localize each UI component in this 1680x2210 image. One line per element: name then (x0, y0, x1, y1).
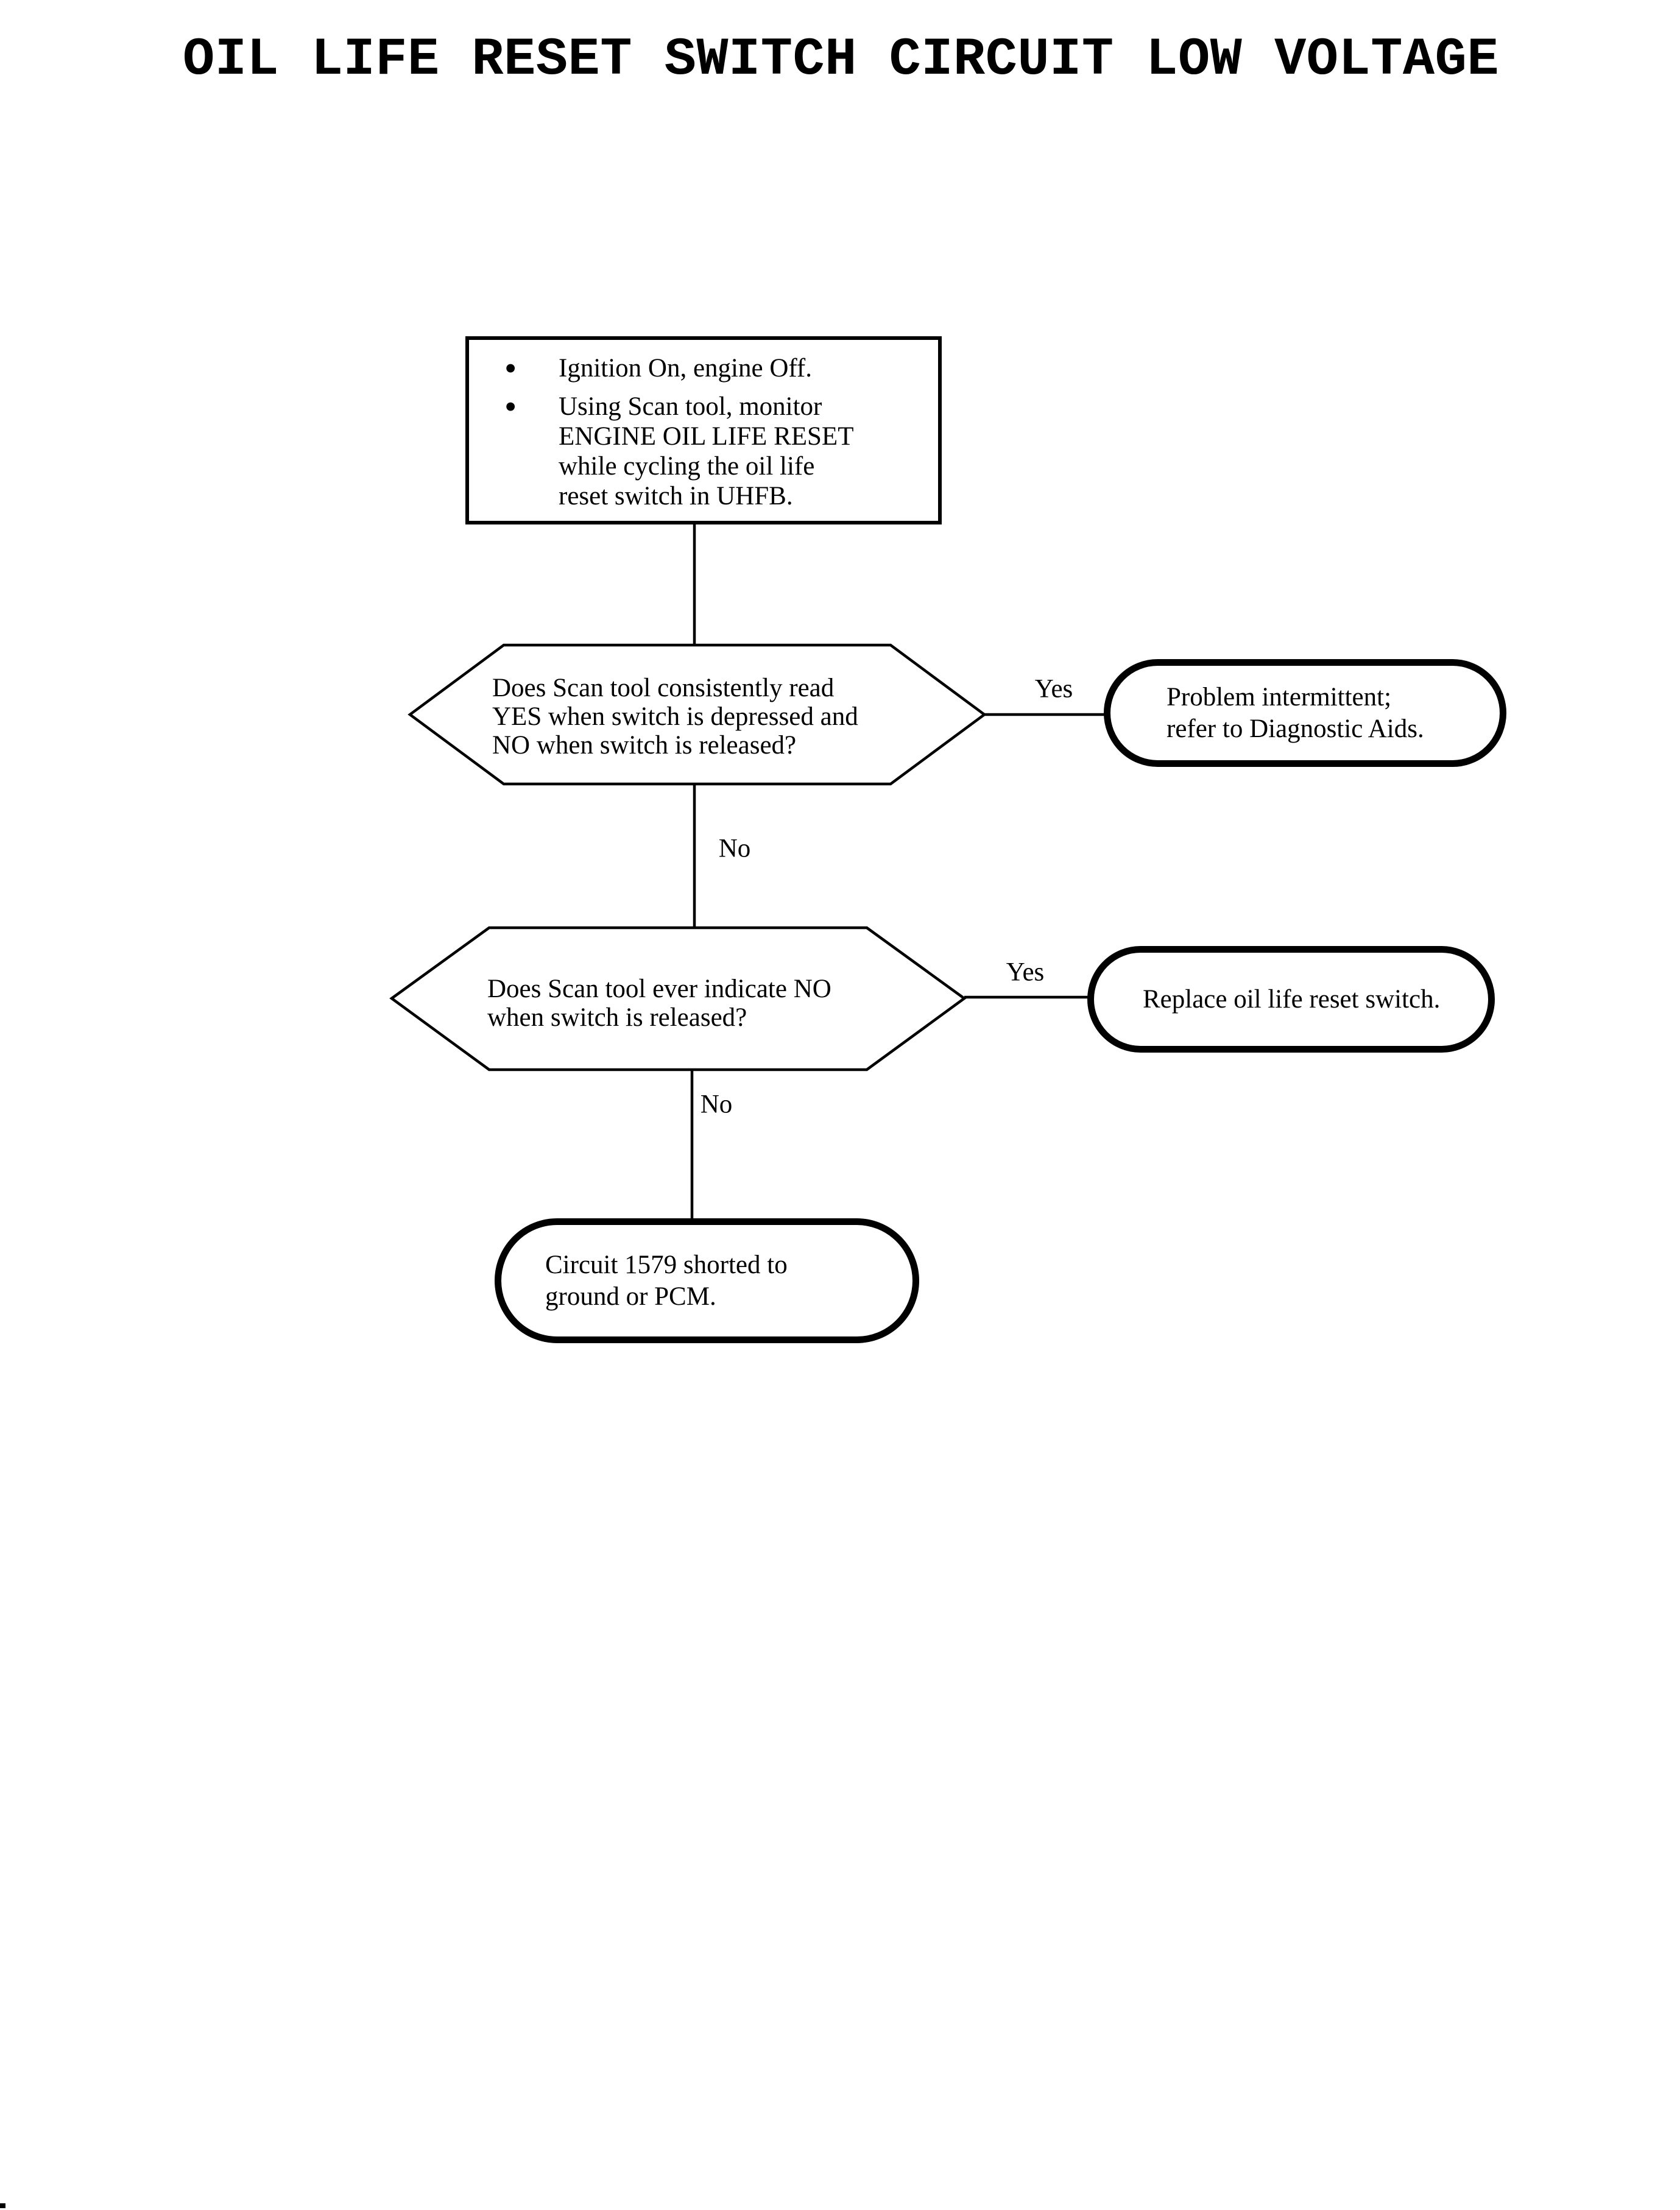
text-line: reset switch in UHFB. (559, 482, 793, 510)
text-line: ground or PCM. (545, 1282, 716, 1311)
text-line: NO when switch is released? (492, 731, 797, 760)
text-line: YES when switch is depressed and (492, 702, 858, 731)
bullet-icon: • (504, 348, 517, 388)
page-title: OIL LIFE RESET SWITCH CIRCUIT LOW VOLTAGE (183, 30, 1500, 90)
start-step-box (465, 336, 942, 524)
bullet-icon: • (504, 387, 517, 426)
decision1-text (492, 674, 858, 760)
decision2-text (487, 975, 831, 1032)
text-line: Replace oil life reset switch. (1143, 984, 1441, 1014)
decision1-no-label: No (718, 834, 751, 863)
result-problem-intermittent (1104, 659, 1506, 767)
text-line: Does Scan tool consistently read (492, 674, 835, 702)
text-line: ENGINE OIL LIFE RESET (559, 422, 854, 451)
decision1-yes-label: Yes (1034, 674, 1073, 704)
result-replace-switch (1087, 946, 1495, 1053)
start-step-text (559, 353, 928, 383)
text-line: refer to Diagnostic Aids. (1166, 714, 1424, 743)
text-line: when switch is released? (487, 1003, 747, 1032)
start-step-item (504, 348, 928, 388)
scan-artifact-mark (0, 2203, 5, 2208)
text-line: Ignition On, engine Off. (559, 354, 812, 383)
text-line: Using Scan tool, monitor (559, 392, 822, 421)
text-line: Problem intermittent; (1166, 682, 1392, 711)
start-step-item (504, 387, 928, 511)
decision2-no-label: No (700, 1090, 733, 1119)
text-line: Does Scan tool ever indicate NO (487, 975, 831, 1003)
decision2-yes-label: Yes (1006, 958, 1045, 987)
text-line: Circuit 1579 shorted to (545, 1250, 788, 1279)
result-circuit-shorted (495, 1218, 919, 1343)
text-line: while cycling the oil life (559, 452, 815, 481)
start-step-text (559, 392, 928, 511)
